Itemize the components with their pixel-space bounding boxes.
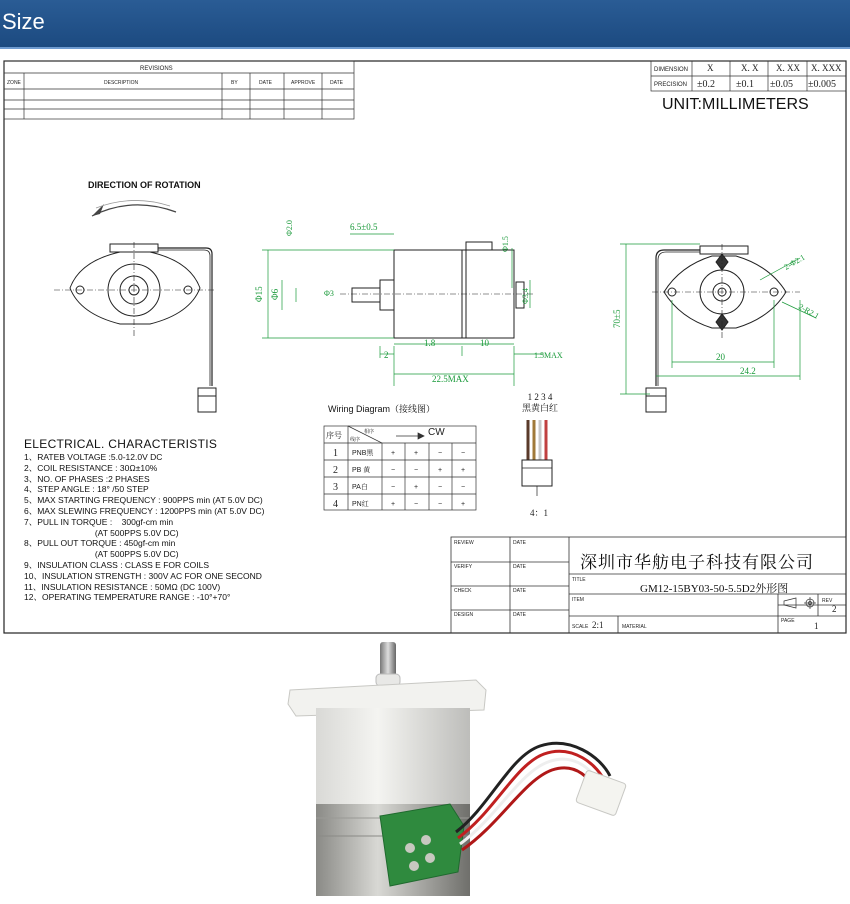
electrical-item: 12、OPERATING TEMPERATURE RANGE : -10°+70° — [24, 592, 231, 603]
tb-date-4: DATE — [513, 612, 526, 618]
dim-d15: Φ15 — [254, 286, 264, 302]
dim-len-10: 10 — [480, 338, 489, 348]
tb-material-label: MATERIAL — [622, 624, 647, 630]
dim-d6: Φ6 — [270, 288, 280, 300]
svg-text:+: + — [461, 467, 466, 474]
revisions-title: REVISIONS — [140, 66, 173, 72]
dim-r22: 2-Φ2.1 — [782, 252, 807, 272]
wiring-header-wire: 线序 — [350, 437, 361, 443]
company-name: 深圳市华舫电子科技有限公司 — [580, 553, 814, 573]
wiring-title: Wiring Diagram（接线图） — [328, 404, 436, 414]
connector-drawing — [522, 420, 552, 496]
svg-text:PN红: PN红 — [352, 501, 369, 508]
connector-note: 4：1 — [530, 508, 549, 518]
wiring-table — [324, 426, 476, 510]
svg-text:−: − — [414, 467, 419, 474]
wiring-header-phase: 相序 — [364, 429, 375, 435]
rev-col-date2: DATE — [330, 80, 343, 86]
tb-page-label: PAGE — [781, 618, 795, 624]
wiring-direction: CW — [428, 427, 445, 438]
tb-rev-label: REV — [822, 598, 833, 604]
electrical-item: 10、INSULATION STRENGTH : 300V AC FOR ONE SECOND — [24, 570, 262, 581]
drawing-title: GM12-15BY03-50-5.5D2外形图 — [640, 583, 789, 595]
page-title: Size — [2, 9, 45, 34]
svg-text:PB 黄: PB 黄 — [352, 467, 371, 474]
svg-text:−: − — [414, 501, 419, 508]
side-view-dimensions — [262, 234, 544, 386]
front-view-drawing — [54, 242, 216, 412]
svg-text:−: − — [391, 467, 396, 474]
wiring-header-seq: 序号 — [326, 431, 342, 440]
dim-len-65: 6.5±0.5 — [350, 222, 378, 232]
precision-val-3: ±0.005 — [808, 79, 836, 90]
tb-review: REVIEW — [454, 540, 474, 546]
precision-dim-xxxx: X. XXX — [811, 63, 842, 73]
electrical-heading: ELECTRICAL. CHARACTERISTIS — [24, 437, 218, 451]
precision-val-1: ±0.1 — [736, 79, 754, 90]
dim-r282: 2-R2.1 — [797, 301, 821, 321]
svg-text:4: 4 — [333, 499, 338, 510]
electrical-item: 1、RATEB VOLTAGE :5.0-12.0V DC — [24, 452, 163, 462]
tb-title-label: TITLE — [572, 577, 586, 583]
svg-text:+: + — [414, 484, 419, 491]
dim-len-15max: 1.5MAX — [534, 351, 563, 360]
svg-text:−: − — [391, 484, 396, 491]
pin-colors: 黑黄白红 — [522, 403, 559, 413]
electrical-item: 3、NO. OF PHASES :2 PHASES — [24, 473, 150, 484]
svg-text:+: + — [461, 501, 466, 508]
motor-shaft — [380, 642, 396, 678]
svg-text:+: + — [414, 450, 419, 457]
revisions-table — [4, 61, 354, 119]
electrical-item: 4、STEP ANGLE : 18° /50 STEP — [24, 484, 149, 495]
precision-val-2: ±0.05 — [770, 79, 793, 90]
tb-verify: VERIFY — [454, 564, 473, 570]
rev-col-description: DESCRIPTION — [104, 80, 139, 86]
tb-date-2: DATE — [513, 564, 526, 570]
tb-scale-label: SCALE — [572, 624, 589, 630]
electrical-item: 7、PULL IN TORQUE : 300gf-cm min — [24, 516, 174, 527]
technical-drawing-sheet — [0, 56, 850, 638]
svg-text:−: − — [461, 484, 466, 491]
rev-col-date: DATE — [259, 80, 272, 86]
rev-col-by: BY — [231, 80, 238, 86]
svg-text:+: + — [391, 450, 396, 457]
electrical-item: (AT 500PPS 5.0V DC) — [24, 527, 179, 538]
dim-len-18: 1.8 — [424, 338, 436, 348]
unit-label: UNIT:MILLIMETERS — [662, 96, 809, 113]
tb-date-1: DATE — [513, 540, 526, 546]
pin-numbers: 1 2 3 4 — [527, 392, 553, 402]
motor-pcb — [380, 804, 464, 886]
precision-dim-x: X — [707, 63, 714, 73]
back-view-drawing — [646, 244, 800, 412]
dim-w20: 20 — [716, 352, 725, 362]
dim-d-top: Φ2.0 — [285, 220, 294, 236]
svg-text:+: + — [391, 501, 396, 508]
tb-check: CHECK — [454, 588, 472, 594]
tb-page-value: 1 — [814, 621, 819, 631]
electrical-item: 8、PULL OUT TORQUE : 450gf-cm min — [24, 538, 176, 549]
precision-dim-xx: X. X — [741, 63, 759, 73]
electrical-item: 11、INSULATION RESISTANCE : 50MΩ (DC 100V) — [24, 581, 221, 592]
electrical-item: 6、MAX SLEWING FREQUENCY : 1200PPS min (AT 5.0V DC) — [24, 505, 265, 516]
dim-d34: Φ3.4 — [521, 288, 530, 304]
svg-text:1: 1 — [333, 448, 338, 459]
svg-text:−: − — [438, 501, 443, 508]
dim-d15b: Φ1.5 — [501, 236, 510, 252]
precision-dim-xxx: X. XX — [776, 63, 800, 73]
jst-connector — [575, 770, 626, 816]
svg-text:3: 3 — [333, 482, 338, 493]
dim-h70: 70±5 — [612, 309, 622, 328]
svg-text:−: − — [438, 450, 443, 457]
dim-len-2: 2 — [384, 350, 389, 360]
motor-body-white — [316, 708, 470, 808]
svg-text:−: − — [461, 450, 466, 457]
rotation-label: DIRECTION OF ROTATION — [88, 180, 201, 190]
svg-text:−: − — [438, 484, 443, 491]
electrical-item: 5、MAX STARTING FREQUENCY : 900PPS min (AT 5.0V DC) — [24, 495, 263, 506]
motor-photo — [280, 636, 640, 904]
rev-col-zone: ZONE — [7, 80, 21, 86]
svg-text:PNB黑: PNB黑 — [352, 450, 374, 457]
dim-len-225: 22.5MAX — [432, 374, 469, 384]
tb-scale-value: 2:1 — [592, 620, 604, 630]
tb-rev-value: 2 — [832, 604, 837, 614]
rotation-arrow-icon — [92, 200, 176, 216]
svg-text:+: + — [438, 467, 443, 474]
wiring-rows — [333, 448, 465, 510]
dim-d3: Φ3 — [324, 289, 334, 298]
tb-design: DESIGN — [454, 612, 474, 618]
pin-legend — [522, 392, 558, 414]
side-view-drawing — [340, 242, 534, 338]
electrical-characteristics — [24, 437, 264, 603]
projection-symbol-icon — [784, 597, 816, 609]
electrical-item: 2、COIL RESISTANCE : 30Ω±10% — [24, 462, 158, 473]
precision-dimension-label: DIMENSION — [654, 67, 689, 73]
svg-text:PA白: PA白 — [352, 484, 368, 491]
rev-col-approve: APPROVE — [291, 80, 316, 86]
svg-text:2: 2 — [333, 465, 338, 476]
dim-w242: 24.2 — [740, 366, 756, 376]
tb-date-3: DATE — [513, 588, 526, 594]
precision-precision-label: PRECISION — [654, 82, 688, 88]
electrical-item: (AT 500PPS 5.0V DC) — [24, 549, 179, 560]
precision-val-0: ±0.2 — [697, 79, 715, 90]
page-header — [0, 0, 850, 49]
tb-item-label: ITEM — [572, 597, 584, 603]
electrical-item: 9、INSULATION CLASS : CLASS E FOR COILS — [24, 559, 210, 570]
